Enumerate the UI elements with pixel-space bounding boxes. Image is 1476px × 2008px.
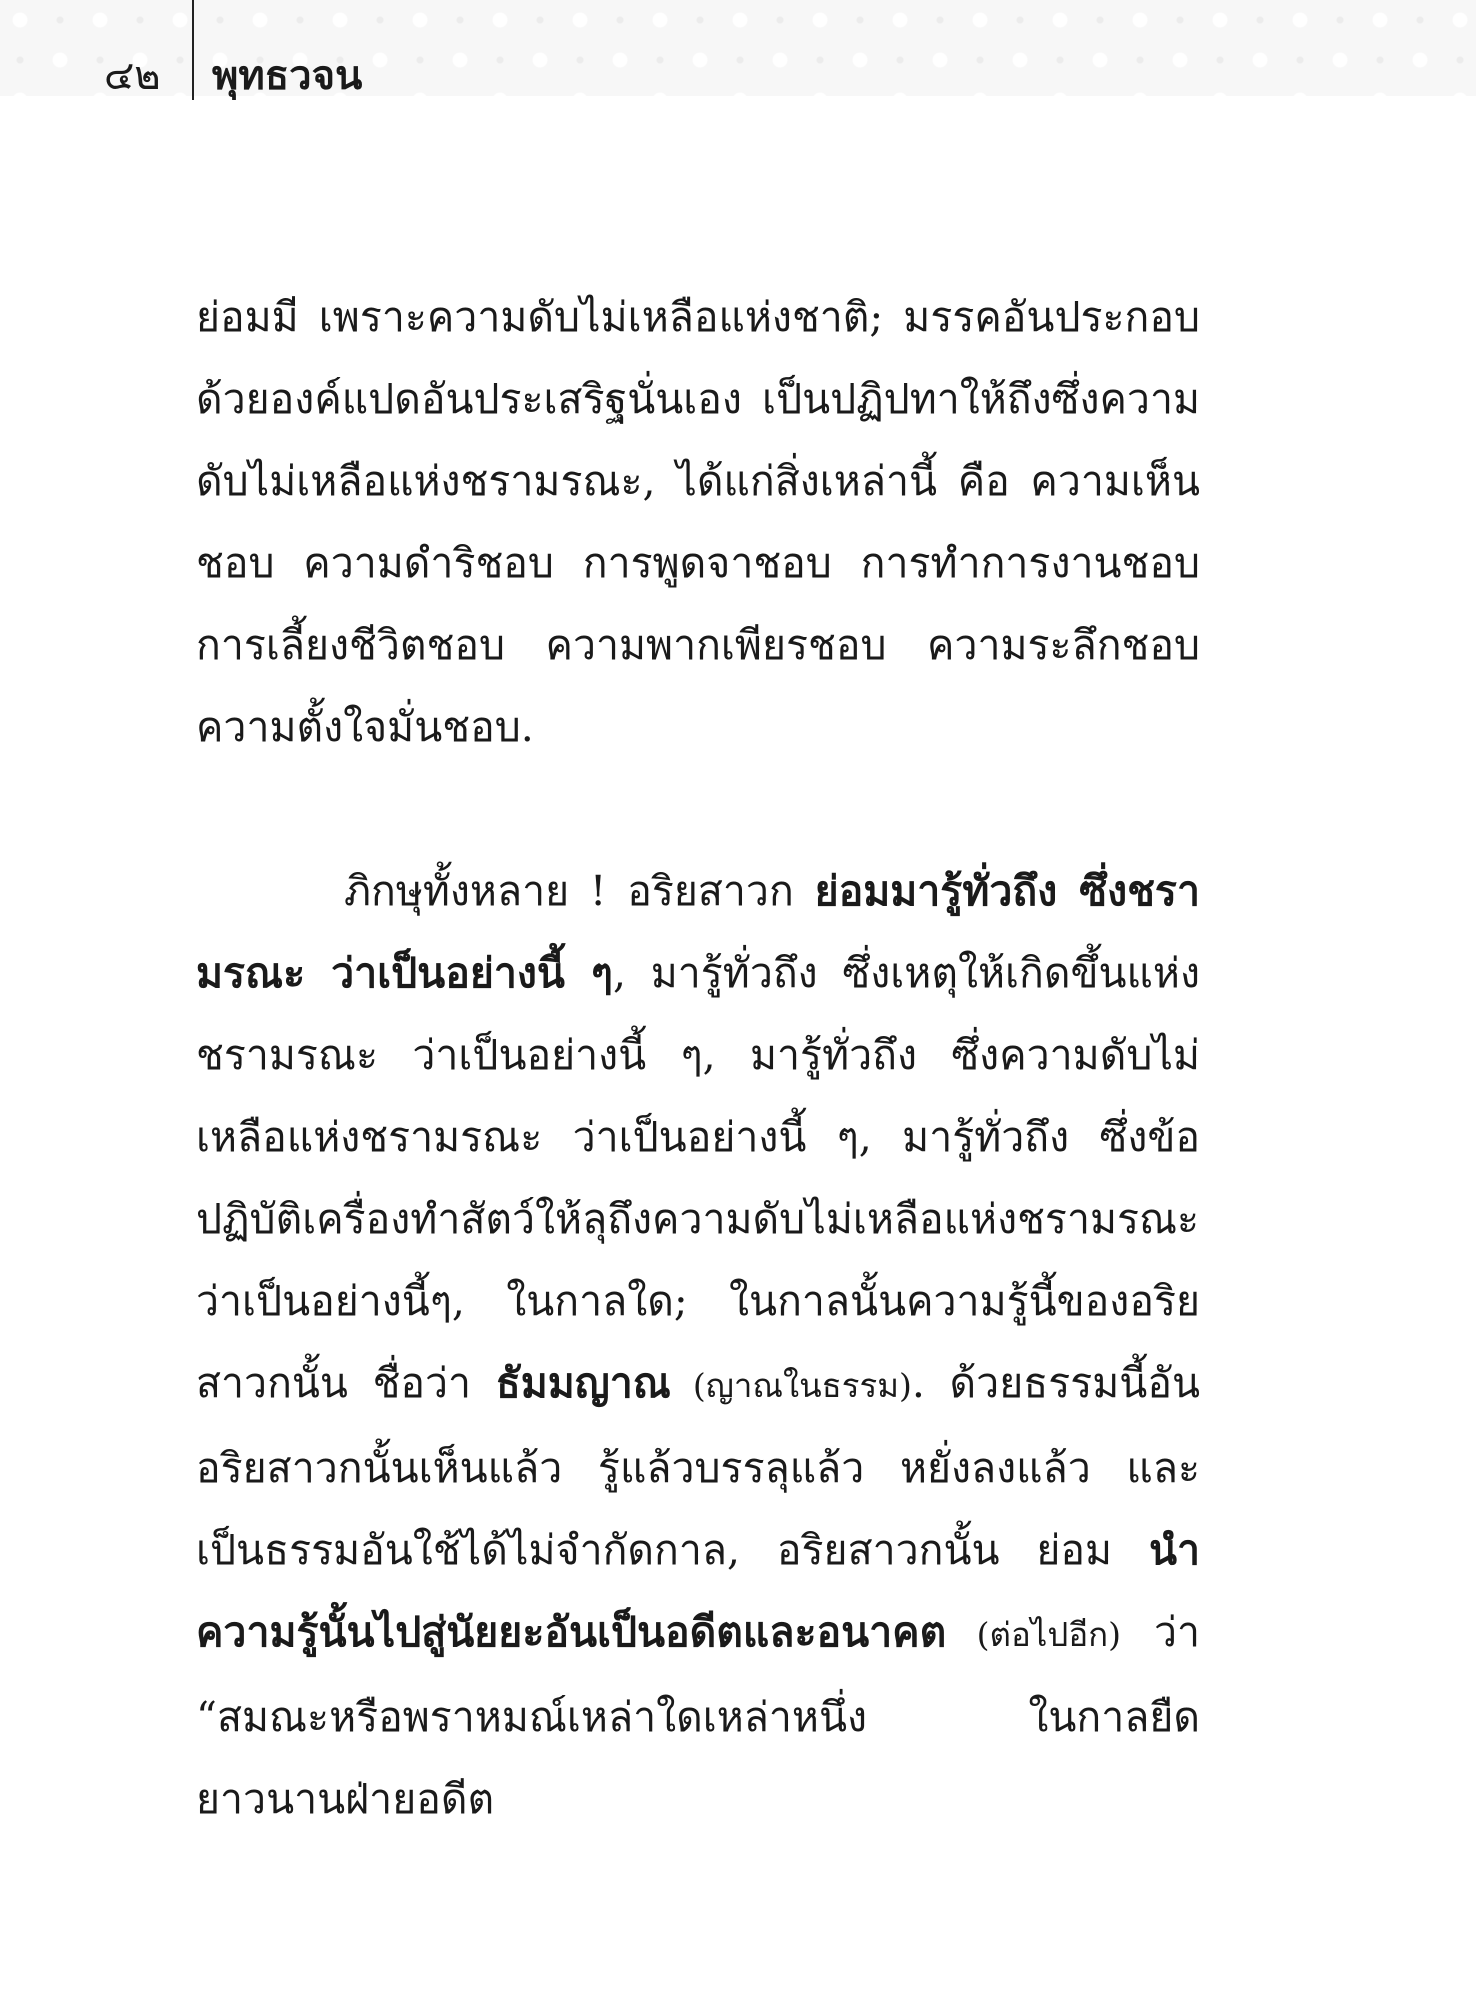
header-divider [192,0,194,100]
gloss-note: (ญาณในธรรม) [670,1366,912,1405]
paragraph-2 [196,850,1200,1840]
running-title: พุทธวจน [212,52,363,99]
gloss-note: (ต่อไปอีก) [946,1615,1121,1654]
bold-term: ธัมมญาณ [495,1359,671,1407]
text-span: , มารู้ทั่วถึง ซึ่งเหตุให้เกิดขึ้นแห่งชรามรณะ ว่าเป็นอย่างนี้ ๆ, มารู้ทั่วถึง ซึ่งความดับไม่เหลือแห่งชรามรณะ ว่าเป็นอย่างนี้ ๆ, มารู้ทั่วถึง ซึ่งข้อปฏิบัติเครื่องทำสัตว์ให้ลุถึงความดับไม่เหลือแห่งชรามรณะ ว่าเป็นอย่างนี้ๆ, ในกาลใด; ในกาลนั้นความรู้นี้ของอริยสาวกนั้น ชื่อว่า [196,949,1200,1407]
text-span: . ด้วยธรรมนี้อันอริยสาวกนั้นเห็นแล้ว รู้แล้วบรรลุแล้ว หยั่งลงแล้ว และเป็นธรรมอันใช้ได้ไม่จำกัดกาล, อริยสาวกนั้น ย่อม [196,1359,1200,1574]
paragraph-1: ย่อมมี เพราะความดับไม่เหลือแห่งชาติ; มรรคอันประกอบด้วยองค์แปดอันประเสริฐนั่นเอง เป็นปฏิปทาให้ถึงซึ่งความดับไม่เหลือแห่งชรามรณะ, ได้แก่สิ่งเหล่านี้ คือ ความเห็นชอบ ความดำริชอบ การพูดจาชอบ การทำการงานชอบ การเลี้ยงชีวิตชอบ ความพากเพียรชอบ ความระลึกชอบ ความตั้งใจมั่นชอบ. [196,293,1200,751]
page-number: ๔๒ [104,53,161,99]
text-span: ว่า “สมณะหรือพราหมณ์เหล่าใดเหล่าหนึ่ง ในกาลยืดยาวนานฝ่ายอดีต [196,1608,1200,1823]
bold-phrase: ย่อมมารู้ทั่วถึง ซึ่งชรามรณะ ว่าเป็นอย่างนี้ ๆ [196,867,1200,997]
text-span: ภิกษุทั้งหลาย ! อริยสาวก [344,867,815,915]
body-text [196,276,1200,1840]
bold-phrase: นำความรู้นั้นไปสู่นัยยะอันเป็นอดีตและอนาคต [196,1526,1200,1656]
